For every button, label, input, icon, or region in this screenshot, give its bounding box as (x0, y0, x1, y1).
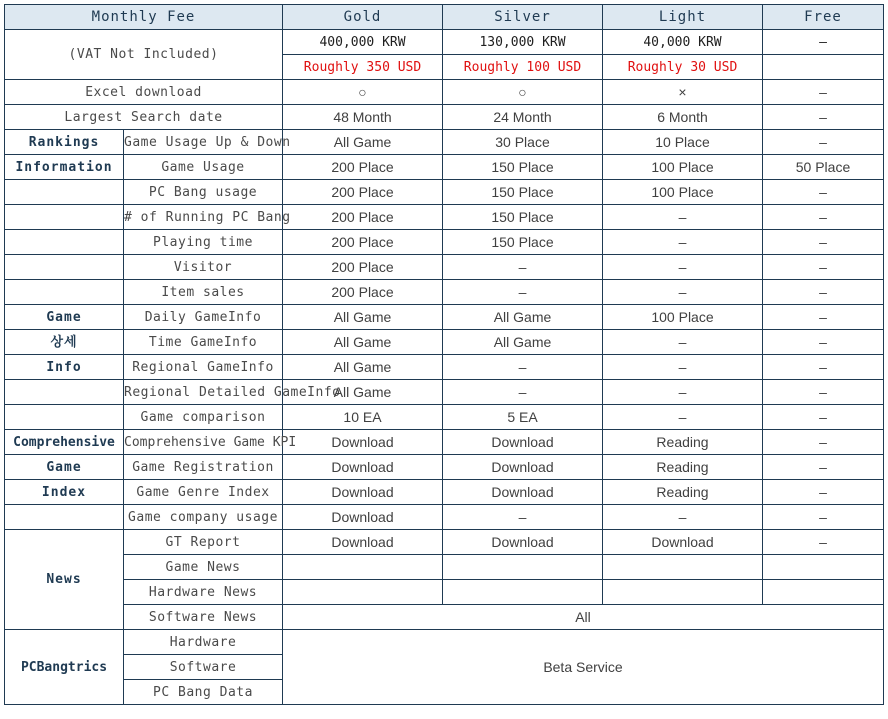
table-cell: 150 Place (443, 230, 603, 255)
table-row (5, 355, 884, 380)
table-cell: – (763, 280, 884, 305)
fee-comparison-table (4, 4, 884, 705)
row-label: Game News (124, 555, 283, 580)
category-empty (5, 230, 124, 255)
table-cell: 150 Place (443, 205, 603, 230)
table-cell: – (763, 455, 884, 480)
table-cell: – (443, 380, 603, 405)
row-label: PC Bang usage (124, 180, 283, 205)
price-silver-usd: Roughly 100 USD (443, 55, 603, 80)
table-cell: – (443, 255, 603, 280)
row-label: Daily GameInfo (124, 305, 283, 330)
row-label: Software News (124, 605, 283, 630)
category-game: Game (5, 305, 124, 330)
table-row (5, 555, 884, 580)
table-cell: – (763, 105, 884, 130)
table-row (5, 105, 884, 130)
table-cell: All Game (283, 130, 443, 155)
table-cell: – (603, 330, 763, 355)
table-cell: 48 Month (283, 105, 443, 130)
table-cell: 200 Place (283, 205, 443, 230)
plan-gold-header: Gold (283, 5, 443, 30)
price-silver-krw: 130,000 KRW (443, 30, 603, 55)
table-cell: All Game (283, 305, 443, 330)
table-cell: Download (283, 455, 443, 480)
table-cell: – (763, 430, 884, 455)
table-cell: Download (443, 530, 603, 555)
table-cell: Download (283, 480, 443, 505)
table-cell: All Game (283, 380, 443, 405)
table-row (5, 330, 884, 355)
table-row (5, 505, 884, 530)
table-cell: – (603, 405, 763, 430)
row-label: PC Bang Data (124, 680, 283, 705)
all-plans-cell: All (283, 605, 884, 630)
category-comprehensive: Comprehensive (5, 430, 124, 455)
table-cell: Reading (603, 455, 763, 480)
category-pcbangtrics: PCBangtrics (5, 630, 124, 705)
category-index: Index (5, 480, 124, 505)
price-gold-krw: 400,000 KRW (283, 30, 443, 55)
table-cell: – (763, 305, 884, 330)
table-row (5, 155, 884, 180)
price-krw-row (5, 30, 884, 55)
table-cell: – (443, 505, 603, 530)
row-label: Game Genre Index (124, 480, 283, 505)
table-cell (763, 555, 884, 580)
row-label: Playing time (124, 230, 283, 255)
category-game-2: Game (5, 455, 124, 480)
table-cell (603, 555, 763, 580)
price-gold-usd: Roughly 350 USD (283, 55, 443, 80)
row-label: Game Registration (124, 455, 283, 480)
table-cell (763, 580, 884, 605)
table-cell: 200 Place (283, 180, 443, 205)
plan-silver-header: Silver (443, 5, 603, 30)
category-information: Information (5, 155, 124, 180)
category-info: Info (5, 355, 124, 380)
row-label: Regional Detailed GameInfo (124, 380, 283, 405)
table-cell: – (763, 330, 884, 355)
table-cell: – (763, 180, 884, 205)
category-empty (5, 255, 124, 280)
table-cell (283, 555, 443, 580)
table-cell: 150 Place (443, 180, 603, 205)
table-cell: – (603, 505, 763, 530)
table-cell: 24 Month (443, 105, 603, 130)
plan-light-header: Light (603, 5, 763, 30)
table-cell: Download (443, 430, 603, 455)
table-cell: 100 Place (603, 155, 763, 180)
table-cell: 200 Place (283, 230, 443, 255)
table-cell: 150 Place (443, 155, 603, 180)
category-empty (5, 505, 124, 530)
table-cell: – (763, 405, 884, 430)
table-cell: 200 Place (283, 280, 443, 305)
category-detail: 상세 (5, 330, 124, 355)
table-cell: 50 Place (763, 155, 884, 180)
table-cell: 200 Place (283, 255, 443, 280)
table-cell: – (763, 480, 884, 505)
table-cell: – (763, 530, 884, 555)
header-row (5, 5, 884, 30)
row-label: Comprehensive Game KPI (124, 430, 283, 455)
row-label: Game Usage (124, 155, 283, 180)
row-label: Hardware News (124, 580, 283, 605)
table-cell: Download (603, 530, 763, 555)
table-row (5, 630, 884, 655)
row-label: Game company usage (124, 505, 283, 530)
table-cell: – (763, 205, 884, 230)
table-row (5, 580, 884, 605)
table-cell: – (603, 230, 763, 255)
table-cell: – (603, 205, 763, 230)
table-row (5, 530, 884, 555)
table-row (5, 130, 884, 155)
table-cell: All Game (443, 305, 603, 330)
table-cell: – (603, 355, 763, 380)
category-news: News (5, 530, 124, 630)
beta-service-cell: Beta Service (283, 630, 884, 705)
table-row (5, 480, 884, 505)
table-cell: Download (443, 480, 603, 505)
table-row (5, 605, 884, 630)
table-cell: All Game (283, 330, 443, 355)
category-empty (5, 280, 124, 305)
table-cell: Download (283, 505, 443, 530)
category-empty (5, 205, 124, 230)
circle-icon: ○ (443, 80, 603, 105)
table-cell: – (763, 355, 884, 380)
row-label: Game comparison (124, 405, 283, 430)
table-cell: Reading (603, 430, 763, 455)
table-cell: – (763, 255, 884, 280)
table-cell: 30 Place (443, 130, 603, 155)
table-row (5, 180, 884, 205)
table-cell (283, 580, 443, 605)
row-label: Visitor (124, 255, 283, 280)
table-cell (443, 555, 603, 580)
plan-free-header: Free (763, 5, 884, 30)
row-label: Game Usage Up & Down (124, 130, 283, 155)
table-row (5, 255, 884, 280)
table-cell: 200 Place (283, 155, 443, 180)
monthly-fee-header: Monthly Fee (5, 5, 283, 30)
table-cell: – (443, 355, 603, 380)
table-row (5, 405, 884, 430)
table-cell: – (443, 280, 603, 305)
price-free-usd-empty (763, 55, 884, 80)
table-row (5, 230, 884, 255)
table-cell: – (603, 380, 763, 405)
row-label: Software (124, 655, 283, 680)
row-label: Regional GameInfo (124, 355, 283, 380)
table-row (5, 305, 884, 330)
table-cell: 5 EA (443, 405, 603, 430)
table-cell: 10 Place (603, 130, 763, 155)
table-cell: All Game (443, 330, 603, 355)
table-cell: – (763, 380, 884, 405)
row-label: Item sales (124, 280, 283, 305)
table-cell: 10 EA (283, 405, 443, 430)
table-cell: All Game (283, 355, 443, 380)
table-cell: – (763, 505, 884, 530)
table-cell (443, 580, 603, 605)
table-cell: 100 Place (603, 180, 763, 205)
price-light-usd: Roughly 30 USD (603, 55, 763, 80)
table-row (5, 205, 884, 230)
row-label: Time GameInfo (124, 330, 283, 355)
row-label: Hardware (124, 630, 283, 655)
row-label: # of Running PC Bang (124, 205, 283, 230)
table-row (5, 380, 884, 405)
table-cell: – (603, 255, 763, 280)
table-cell: Reading (603, 480, 763, 505)
row-label: Largest Search date (5, 105, 283, 130)
table-row (5, 430, 884, 455)
table-row (5, 455, 884, 480)
table-row (5, 80, 884, 105)
table-cell: – (603, 280, 763, 305)
price-free-krw: – (763, 30, 884, 55)
table-cell: – (763, 130, 884, 155)
circle-icon: ○ (283, 80, 443, 105)
table-row (5, 280, 884, 305)
table-cell (603, 580, 763, 605)
row-label: GT Report (124, 530, 283, 555)
table-cell: 6 Month (603, 105, 763, 130)
price-light-krw: 40,000 KRW (603, 30, 763, 55)
vat-note: (VAT Not Included) (5, 30, 283, 80)
table-cell: 100 Place (603, 305, 763, 330)
table-cell: Download (443, 455, 603, 480)
category-empty (5, 380, 124, 405)
cross-icon: × (603, 80, 763, 105)
table-cell: Download (283, 430, 443, 455)
category-empty (5, 405, 124, 430)
category-rankings: Rankings (5, 130, 124, 155)
row-label: Excel download (5, 80, 283, 105)
category-empty (5, 180, 124, 205)
table-cell: Download (283, 530, 443, 555)
table-cell: – (763, 80, 884, 105)
table-cell: – (763, 230, 884, 255)
